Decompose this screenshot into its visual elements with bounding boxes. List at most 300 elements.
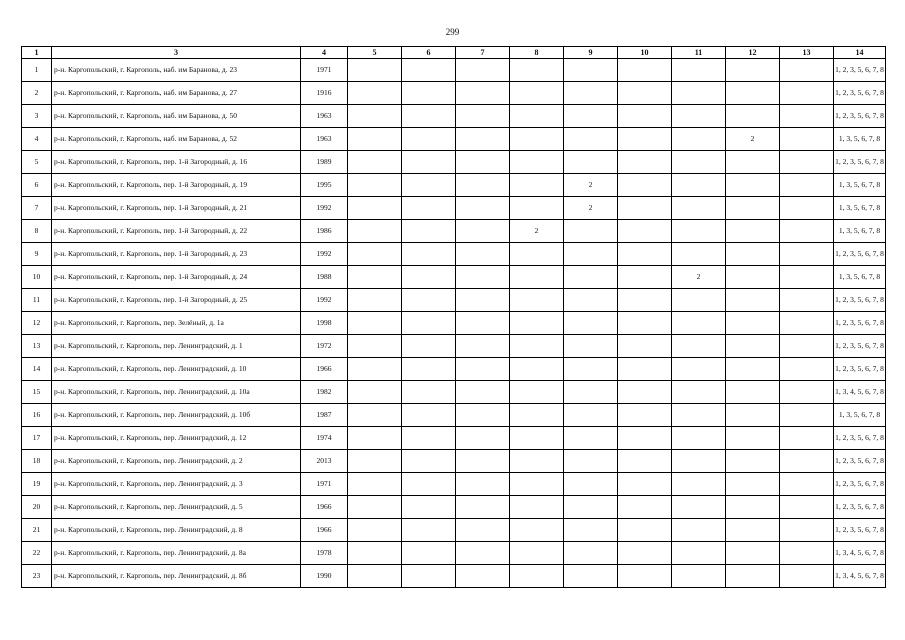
table-row — [22, 243, 886, 266]
address-cell: р-н. Каргопольский, г. Каргополь, пер. 1-й Загородный, д. 21 — [52, 197, 301, 220]
table-cell — [672, 243, 726, 266]
table-row — [22, 220, 886, 243]
column-header-5: 5 — [348, 47, 402, 59]
table-cell — [618, 427, 672, 450]
table-cell — [348, 289, 402, 312]
column-header-8: 8 — [510, 47, 564, 59]
table-cell — [618, 312, 672, 335]
table-cell — [456, 128, 510, 151]
table-cell — [402, 496, 456, 519]
column-header-3: 3 — [52, 47, 301, 59]
table-cell — [348, 174, 402, 197]
table-cell — [402, 266, 456, 289]
table-cell — [456, 197, 510, 220]
table-cell — [726, 312, 780, 335]
table-cell — [564, 519, 618, 542]
table-cell — [456, 519, 510, 542]
address-cell: р-н. Каргопольский, г. Каргополь, наб. им Баранова, д. 27 — [52, 82, 301, 105]
table-cell — [348, 335, 402, 358]
table-cell — [672, 542, 726, 565]
table-cell — [780, 565, 834, 588]
table-cell — [402, 174, 456, 197]
table-cell — [672, 381, 726, 404]
classification-cell: 1, 3, 5, 6, 7, 8 — [834, 128, 886, 151]
table-row — [22, 82, 886, 105]
table-cell — [780, 427, 834, 450]
table-cell — [564, 151, 618, 174]
table-cell — [564, 381, 618, 404]
row-number-cell: 13 — [22, 335, 52, 358]
table-cell — [510, 496, 564, 519]
row-number-cell: 12 — [22, 312, 52, 335]
year-cell: 1990 — [301, 565, 348, 588]
table-cell — [510, 565, 564, 588]
row-number-cell: 11 — [22, 289, 52, 312]
table-cell — [456, 243, 510, 266]
table-cell — [510, 335, 564, 358]
table-cell — [726, 82, 780, 105]
table-cell: 2 — [510, 220, 564, 243]
table-cell — [780, 197, 834, 220]
classification-cell: 1, 2, 3, 5, 6, 7, 8 — [834, 473, 886, 496]
year-cell: 1963 — [301, 105, 348, 128]
table-cell — [672, 174, 726, 197]
column-header-6: 6 — [402, 47, 456, 59]
table-cell — [456, 289, 510, 312]
address-cell: р-н. Каргопольский, г. Каргополь, пер. Ленинградский, д. 10 — [52, 358, 301, 381]
table-cell — [456, 312, 510, 335]
table-cell — [564, 450, 618, 473]
table-cell — [456, 427, 510, 450]
column-header-9: 9 — [564, 47, 618, 59]
column-header-13: 13 — [780, 47, 834, 59]
table-cell — [618, 565, 672, 588]
table-cell — [672, 473, 726, 496]
row-number-cell: 15 — [22, 381, 52, 404]
address-cell: р-н. Каргопольский, г. Каргополь, наб. им Баранова, д. 23 — [52, 59, 301, 82]
building-registry-table — [21, 46, 886, 588]
row-number-cell: 8 — [22, 220, 52, 243]
classification-cell: 1, 3, 4, 5, 6, 7, 8 — [834, 565, 886, 588]
table-cell — [402, 197, 456, 220]
table-cell — [456, 174, 510, 197]
table-cell — [726, 381, 780, 404]
year-cell: 1989 — [301, 151, 348, 174]
table-cell — [672, 519, 726, 542]
table-cell — [780, 128, 834, 151]
table-cell — [348, 358, 402, 381]
table-cell — [564, 266, 618, 289]
table-cell — [456, 404, 510, 427]
table-cell — [672, 151, 726, 174]
table-cell — [780, 105, 834, 128]
table-cell — [618, 358, 672, 381]
classification-cell: 1, 3, 5, 6, 7, 8 — [834, 266, 886, 289]
table-cell — [564, 220, 618, 243]
table-row — [22, 565, 886, 588]
year-cell: 1966 — [301, 519, 348, 542]
address-cell: р-н. Каргопольский, г. Каргополь, пер. Ленинградский, д. 8 — [52, 519, 301, 542]
table-cell — [618, 450, 672, 473]
table-cell — [780, 496, 834, 519]
table-cell — [402, 289, 456, 312]
year-cell: 1978 — [301, 542, 348, 565]
table-cell — [780, 542, 834, 565]
table-cell — [348, 105, 402, 128]
table-cell — [564, 427, 618, 450]
row-number-cell: 10 — [22, 266, 52, 289]
year-cell: 1966 — [301, 496, 348, 519]
table-cell — [618, 128, 672, 151]
table-cell — [348, 128, 402, 151]
table-cell — [618, 151, 672, 174]
column-header-7: 7 — [456, 47, 510, 59]
table-cell — [402, 312, 456, 335]
row-number-cell: 4 — [22, 128, 52, 151]
table-cell — [726, 473, 780, 496]
table-cell — [510, 473, 564, 496]
table-cell — [456, 220, 510, 243]
year-cell: 1963 — [301, 128, 348, 151]
table-cell — [618, 197, 672, 220]
table-row — [22, 427, 886, 450]
table-cell — [348, 59, 402, 82]
table-cell — [456, 335, 510, 358]
classification-cell: 1, 3, 5, 6, 7, 8 — [834, 220, 886, 243]
year-cell: 1987 — [301, 404, 348, 427]
classification-cell: 1, 2, 3, 5, 6, 7, 8 — [834, 82, 886, 105]
year-cell: 1992 — [301, 289, 348, 312]
table-cell — [726, 174, 780, 197]
row-number-cell: 16 — [22, 404, 52, 427]
table-cell — [348, 473, 402, 496]
table-cell — [672, 404, 726, 427]
table-cell — [672, 358, 726, 381]
table-cell — [402, 59, 456, 82]
table-cell — [456, 59, 510, 82]
table-cell — [510, 358, 564, 381]
table-cell — [510, 197, 564, 220]
table-cell — [402, 542, 456, 565]
table-cell — [402, 381, 456, 404]
table-cell — [402, 82, 456, 105]
table-cell — [780, 243, 834, 266]
table-cell — [726, 542, 780, 565]
row-number-cell: 19 — [22, 473, 52, 496]
table-cell: 2 — [564, 197, 618, 220]
table-cell — [456, 450, 510, 473]
address-cell: р-н. Каргопольский, г. Каргополь, пер. Ленинградский, д. 8б — [52, 565, 301, 588]
table-cell — [618, 289, 672, 312]
table-cell: 2 — [672, 266, 726, 289]
year-cell: 1998 — [301, 312, 348, 335]
classification-cell: 1, 2, 3, 5, 6, 7, 8 — [834, 519, 886, 542]
row-number-cell: 20 — [22, 496, 52, 519]
table-cell — [780, 174, 834, 197]
address-cell: р-н. Каргопольский, г. Каргополь, пер. Ленинградский, д. 10а — [52, 381, 301, 404]
table-cell — [564, 473, 618, 496]
table-cell — [564, 82, 618, 105]
year-cell: 1966 — [301, 358, 348, 381]
classification-cell: 1, 2, 3, 5, 6, 7, 8 — [834, 496, 886, 519]
table-cell — [780, 82, 834, 105]
table-cell — [510, 312, 564, 335]
table-cell — [510, 128, 564, 151]
year-cell: 1972 — [301, 335, 348, 358]
table-cell — [564, 542, 618, 565]
column-header-10: 10 — [618, 47, 672, 59]
year-cell: 1986 — [301, 220, 348, 243]
year-cell: 1995 — [301, 174, 348, 197]
classification-cell: 1, 2, 3, 5, 6, 7, 8 — [834, 289, 886, 312]
table-cell — [726, 243, 780, 266]
table-cell — [618, 174, 672, 197]
address-cell: р-н. Каргопольский, г. Каргополь, пер. Ленинградский, д. 1 — [52, 335, 301, 358]
classification-cell: 1, 2, 3, 5, 6, 7, 8 — [834, 335, 886, 358]
table-cell — [564, 243, 618, 266]
table-cell — [672, 220, 726, 243]
table-cell — [672, 335, 726, 358]
table-cell — [348, 450, 402, 473]
table-cell — [780, 220, 834, 243]
table-row — [22, 381, 886, 404]
column-header-1: 1 — [22, 47, 52, 59]
year-cell: 1982 — [301, 381, 348, 404]
year-cell: 1992 — [301, 197, 348, 220]
address-cell: р-н. Каргопольский, г. Каргополь, пер. Ленинградский, д. 2 — [52, 450, 301, 473]
table-body — [22, 59, 886, 588]
table-cell — [726, 151, 780, 174]
table-cell — [672, 82, 726, 105]
address-cell: р-н. Каргопольский, г. Каргополь, пер. 1-й Загородный, д. 22 — [52, 220, 301, 243]
column-header-11: 11 — [672, 47, 726, 59]
table-cell — [510, 289, 564, 312]
table-cell — [726, 197, 780, 220]
classification-cell: 1, 3, 4, 5, 6, 7, 8 — [834, 381, 886, 404]
table-cell — [564, 128, 618, 151]
table-cell — [726, 427, 780, 450]
table-cell — [726, 519, 780, 542]
table-cell — [780, 404, 834, 427]
table-cell — [456, 473, 510, 496]
classification-cell: 1, 2, 3, 5, 6, 7, 8 — [834, 312, 886, 335]
table-cell — [672, 565, 726, 588]
table-cell — [510, 542, 564, 565]
table-cell — [780, 450, 834, 473]
table-row — [22, 519, 886, 542]
address-cell: р-н. Каргопольский, г. Каргополь, наб. им Баранова, д. 52 — [52, 128, 301, 151]
column-header-4: 4 — [301, 47, 348, 59]
table-cell — [402, 128, 456, 151]
table-cell — [780, 59, 834, 82]
row-number-cell: 9 — [22, 243, 52, 266]
table-row — [22, 473, 886, 496]
table-cell — [726, 105, 780, 128]
table-cell — [402, 358, 456, 381]
table-cell — [780, 312, 834, 335]
table-cell — [510, 519, 564, 542]
table-cell — [672, 312, 726, 335]
table-cell — [726, 59, 780, 82]
table-cell — [348, 542, 402, 565]
classification-cell: 1, 2, 3, 5, 6, 7, 8 — [834, 105, 886, 128]
table-cell — [780, 151, 834, 174]
table-cell: 2 — [726, 128, 780, 151]
row-number-cell: 18 — [22, 450, 52, 473]
table-cell — [456, 542, 510, 565]
table-cell — [348, 404, 402, 427]
table-cell — [780, 289, 834, 312]
year-cell: 1974 — [301, 427, 348, 450]
address-cell: р-н. Каргопольский, г. Каргополь, пер. Ленинградский, д. 5 — [52, 496, 301, 519]
classification-cell: 1, 2, 3, 5, 6, 7, 8 — [834, 427, 886, 450]
table-row — [22, 59, 886, 82]
table-cell — [726, 404, 780, 427]
table-cell — [456, 565, 510, 588]
table-row — [22, 151, 886, 174]
table-cell — [726, 220, 780, 243]
table-cell — [510, 381, 564, 404]
table-cell — [726, 335, 780, 358]
table-cell — [618, 243, 672, 266]
row-number-cell: 2 — [22, 82, 52, 105]
row-number-cell: 5 — [22, 151, 52, 174]
table-cell — [402, 450, 456, 473]
classification-cell: 1, 2, 3, 5, 6, 7, 8 — [834, 450, 886, 473]
address-cell: р-н. Каргопольский, г. Каргополь, пер. Зелёный, д. 1а — [52, 312, 301, 335]
table-cell — [348, 197, 402, 220]
table-cell — [402, 427, 456, 450]
table-cell — [348, 151, 402, 174]
table-cell — [402, 243, 456, 266]
table-cell — [618, 82, 672, 105]
year-cell: 1992 — [301, 243, 348, 266]
table-cell — [618, 59, 672, 82]
table-cell — [618, 542, 672, 565]
table-cell — [672, 289, 726, 312]
table-cell — [618, 266, 672, 289]
table-row — [22, 174, 886, 197]
address-cell: р-н. Каргопольский, г. Каргополь, пер. Ленинградский, д. 10б — [52, 404, 301, 427]
table-cell — [510, 404, 564, 427]
classification-cell: 1, 3, 5, 6, 7, 8 — [834, 197, 886, 220]
column-header-12: 12 — [726, 47, 780, 59]
table-cell: 2 — [564, 174, 618, 197]
table-cell — [672, 59, 726, 82]
table-row — [22, 358, 886, 381]
table-cell — [780, 266, 834, 289]
table-row — [22, 496, 886, 519]
table-cell — [510, 266, 564, 289]
table-cell — [618, 335, 672, 358]
table-cell — [672, 105, 726, 128]
table-row — [22, 542, 886, 565]
table-cell — [348, 565, 402, 588]
table-cell — [456, 82, 510, 105]
table-cell — [672, 197, 726, 220]
table-row — [22, 404, 886, 427]
table-cell — [402, 335, 456, 358]
table-cell — [402, 565, 456, 588]
table-cell — [348, 496, 402, 519]
address-cell: р-н. Каргопольский, г. Каргополь, пер. 1-й Загородный, д. 23 — [52, 243, 301, 266]
header-row — [22, 47, 886, 59]
table-cell — [564, 565, 618, 588]
table-cell — [348, 266, 402, 289]
table-cell — [618, 496, 672, 519]
classification-cell: 1, 3, 4, 5, 6, 7, 8 — [834, 542, 886, 565]
table-cell — [618, 473, 672, 496]
year-cell: 1971 — [301, 473, 348, 496]
table-cell — [564, 404, 618, 427]
table-cell — [456, 381, 510, 404]
year-cell: 1916 — [301, 82, 348, 105]
table-cell — [348, 82, 402, 105]
table-cell — [510, 174, 564, 197]
table-cell — [510, 59, 564, 82]
table-cell — [510, 450, 564, 473]
table-cell — [402, 105, 456, 128]
table-cell — [564, 358, 618, 381]
table-cell — [456, 105, 510, 128]
year-cell: 1988 — [301, 266, 348, 289]
table-cell — [564, 289, 618, 312]
table-cell — [780, 335, 834, 358]
row-number-cell: 23 — [22, 565, 52, 588]
table-cell — [564, 105, 618, 128]
year-cell: 2013 — [301, 450, 348, 473]
table-cell — [456, 266, 510, 289]
table-row — [22, 450, 886, 473]
table-cell — [402, 473, 456, 496]
row-number-cell: 14 — [22, 358, 52, 381]
table-cell — [348, 519, 402, 542]
table-cell — [564, 496, 618, 519]
classification-cell: 1, 3, 5, 6, 7, 8 — [834, 174, 886, 197]
table-cell — [510, 151, 564, 174]
table-cell — [402, 151, 456, 174]
classification-cell: 1, 2, 3, 5, 6, 7, 8 — [834, 59, 886, 82]
table-row — [22, 105, 886, 128]
table-cell — [456, 496, 510, 519]
table-cell — [618, 105, 672, 128]
classification-cell: 1, 2, 3, 5, 6, 7, 8 — [834, 358, 886, 381]
row-number-cell: 7 — [22, 197, 52, 220]
classification-cell: 1, 2, 3, 5, 6, 7, 8 — [834, 243, 886, 266]
table-cell — [780, 519, 834, 542]
table-cell — [618, 220, 672, 243]
page-number: 299 — [445, 27, 460, 37]
address-cell: р-н. Каргопольский, г. Каргополь, пер. 1-й Загородный, д. 19 — [52, 174, 301, 197]
address-cell: р-н. Каргопольский, г. Каргополь, пер. 1-й Загородный, д. 16 — [52, 151, 301, 174]
address-cell: р-н. Каргопольский, г. Каргополь, пер. Ленинградский, д. 3 — [52, 473, 301, 496]
table-cell — [780, 473, 834, 496]
address-cell: р-н. Каргопольский, г. Каргополь, пер. Ленинградский, д. 8а — [52, 542, 301, 565]
column-header-14: 14 — [834, 47, 886, 59]
table-cell — [726, 266, 780, 289]
table-cell — [726, 450, 780, 473]
address-cell: р-н. Каргопольский, г. Каргополь, наб. им Баранова, д. 50 — [52, 105, 301, 128]
table-cell — [726, 565, 780, 588]
table-cell — [402, 220, 456, 243]
table-cell — [510, 105, 564, 128]
table-cell — [618, 519, 672, 542]
table-row — [22, 128, 886, 151]
table-cell — [348, 427, 402, 450]
table-cell — [618, 404, 672, 427]
table-row — [22, 266, 886, 289]
table-cell — [564, 312, 618, 335]
